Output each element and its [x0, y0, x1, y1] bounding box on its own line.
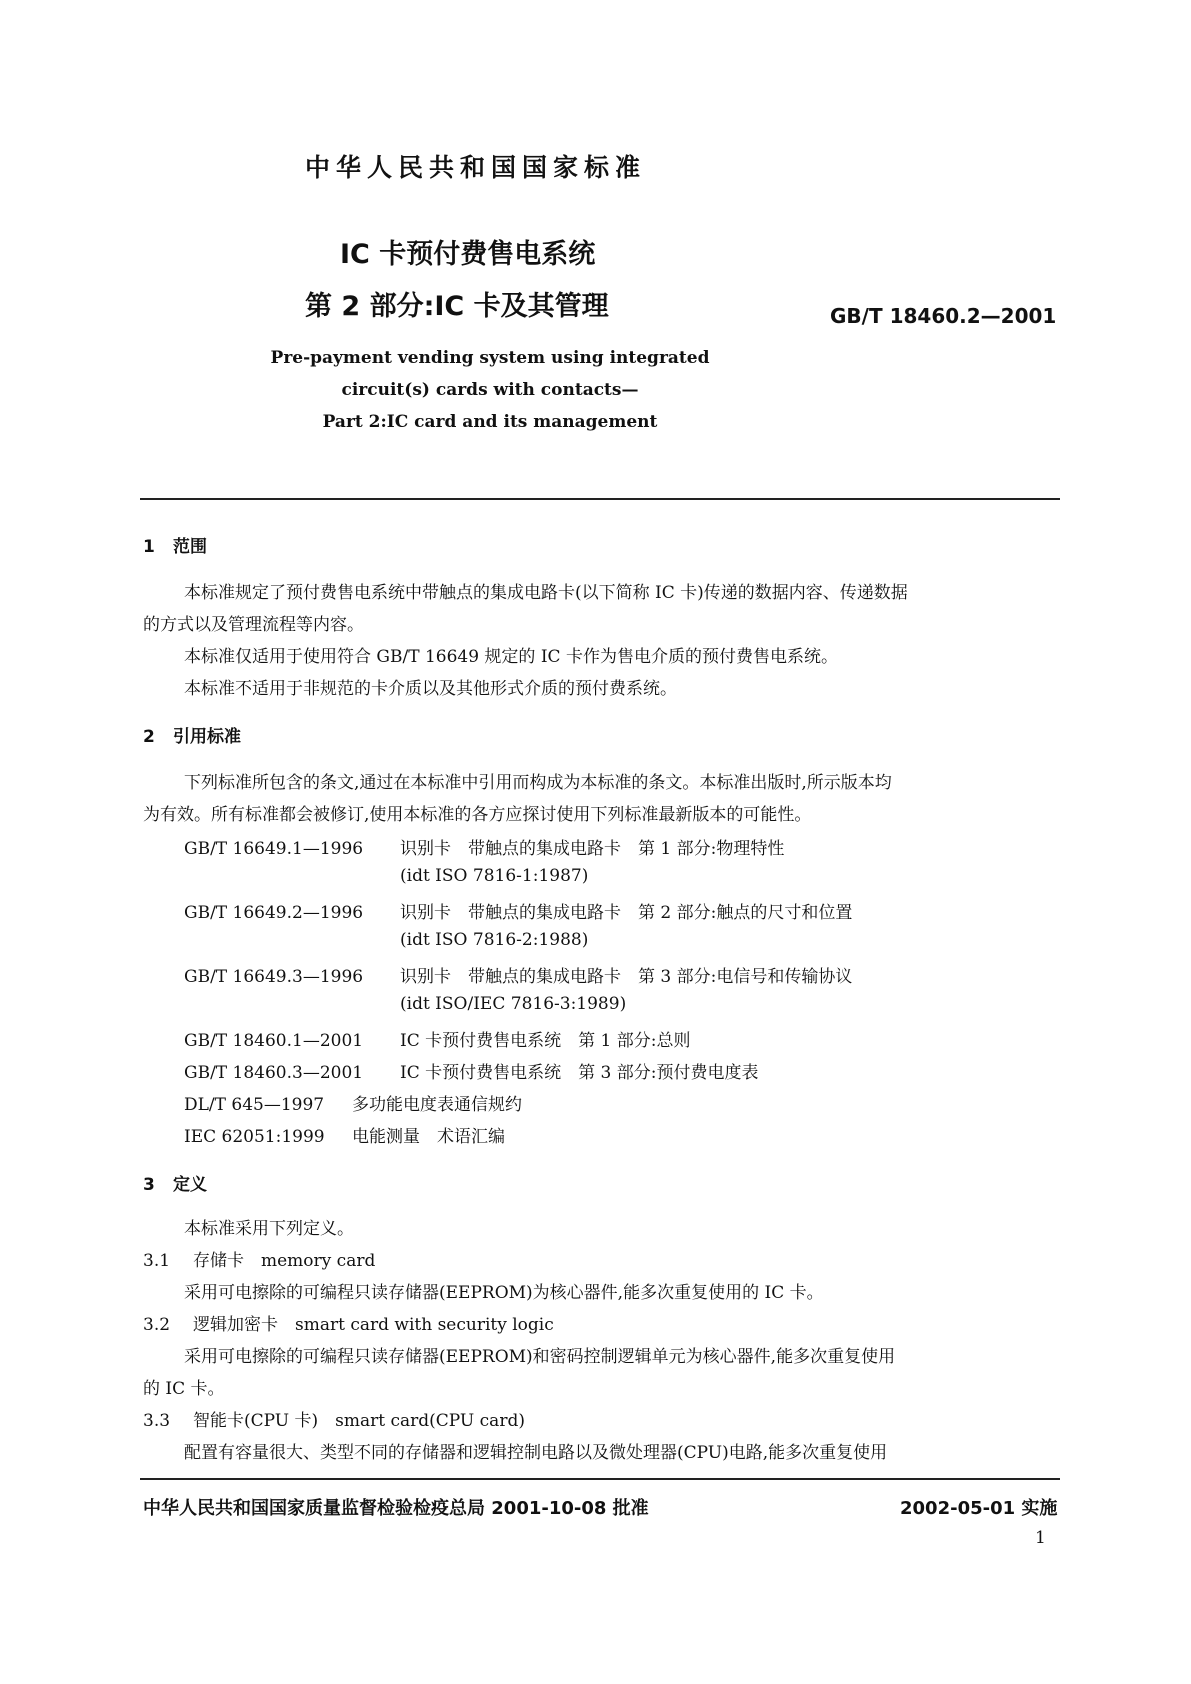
reference-title: 多功能电度表通信规约: [352, 1095, 522, 1115]
reference-1-idt: (idt ISO 7816-1:1987): [400, 866, 589, 886]
reference-title: IC 卡预付费售电系统 第 1 部分:总则: [400, 1031, 691, 1051]
header-divider: [140, 498, 1060, 500]
national-standard-heading: 中华人民共和国国家标准: [305, 153, 647, 182]
title-line-2: 第 2 部分:IC 卡及其管理: [305, 291, 609, 322]
standard-number: GB/T 18460.2—2001: [830, 304, 1057, 328]
reference-3-idt: (idt ISO/IEC 7816-3:1989): [400, 994, 627, 1014]
approval-statement: 中华人民共和国国家质量监督检验检疫总局 2001-10-08 批准: [143, 1498, 649, 1519]
section-1-para-1-line-1: 本标准规定了预付费售电系统中带触点的集成电路卡(以下简称 IC 卡)传递的数据内容、传递数据: [184, 583, 908, 603]
definition-number: 3.1: [143, 1251, 171, 1271]
reference-title: 识别卡 带触点的集成电路卡 第 3 部分:电信号和传输协议: [400, 967, 853, 987]
implementation-date: 2002-05-01 实施: [900, 1498, 1058, 1519]
reference-code: IEC 62051:1999: [184, 1127, 325, 1147]
reference-code: GB/T 16649.2—1996: [184, 903, 364, 923]
reference-6: [184, 1090, 522, 1115]
definition-term: 智能卡(CPU 卡) smart card(CPU card): [193, 1411, 525, 1431]
definition-3-1-text: 采用可电擦除的可编程只读存储器(EEPROM)为核心器件,能多次重复使用的 IC 卡。: [184, 1283, 824, 1303]
reference-title: IC 卡预付费售电系统 第 3 部分:预付费电度表: [400, 1063, 759, 1083]
reference-5: [184, 1058, 758, 1083]
section-3-intro: 本标准采用下列定义。: [184, 1219, 354, 1239]
definition-3-2-text-line-2: 的 IC 卡。: [143, 1379, 225, 1399]
reference-1: [184, 834, 784, 859]
english-title-line-3: Part 2:IC card and its management: [322, 412, 658, 432]
page-number: 1: [1035, 1528, 1046, 1548]
section-1-heading: [143, 532, 207, 557]
section-2-heading: [143, 722, 241, 747]
section-3-number: 3: [143, 1175, 155, 1195]
definition-3-3-heading: [143, 1406, 525, 1436]
section-2-para-1-line-1: 下列标准所包含的条文,通过在本标准中引用而构成为本标准的条文。本标准出版时,所示版本均: [184, 773, 892, 793]
footer-divider: [140, 1478, 1060, 1480]
definition-number: 3.3: [143, 1411, 171, 1431]
reference-code: GB/T 16649.3—1996: [184, 967, 364, 987]
english-title-line-1: Pre-payment vending system using integrated: [270, 348, 710, 368]
reference-title: 识别卡 带触点的集成电路卡 第 2 部分:触点的尺寸和位置: [400, 903, 853, 923]
english-title-line-2: circuit(s) cards with contacts—: [341, 380, 639, 400]
section-1-title: 范围: [173, 537, 207, 557]
definition-term: 逻辑加密卡 smart card with security logic: [193, 1315, 554, 1335]
reference-2: [184, 898, 852, 923]
reference-7: [184, 1122, 505, 1147]
section-1-para-1-line-2: 的方式以及管理流程等内容。: [143, 615, 364, 635]
reference-2-idt: (idt ISO 7816-2:1988): [400, 930, 589, 950]
definition-number: 3.2: [143, 1315, 171, 1335]
reference-title: 电能测量 术语汇编: [352, 1127, 505, 1147]
section-1-para-2: 本标准仅适用于使用符合 GB/T 16649 规定的 IC 卡作为售电介质的预付费售电系统。: [184, 647, 838, 667]
reference-code: DL/T 645—1997: [184, 1095, 325, 1115]
definition-3-1-heading: [143, 1246, 375, 1276]
section-2-para-1-line-2: 为有效。所有标准都会被修订,使用本标准的各方应探讨使用下列标准最新版本的可能性。: [143, 805, 812, 825]
definition-term: 存储卡 memory card: [193, 1251, 376, 1271]
section-2-title: 引用标准: [173, 727, 241, 747]
reference-3: [184, 962, 852, 987]
definition-3-3-text-line-1: 配置有容量很大、类型不同的存储器和逻辑控制电路以及微处理器(CPU)电路,能多次重复使用: [184, 1443, 888, 1463]
section-1-para-3: 本标准不适用于非规范的卡介质以及其他形式介质的预付费系统。: [184, 679, 677, 699]
title-line-1: IC 卡预付费售电系统: [340, 239, 596, 270]
definition-3-2-heading: [143, 1310, 554, 1340]
reference-code: GB/T 16649.1—1996: [184, 839, 364, 859]
section-1-number: 1: [143, 537, 155, 557]
reference-code: GB/T 18460.3—2001: [184, 1063, 364, 1083]
reference-title: 识别卡 带触点的集成电路卡 第 1 部分:物理特性: [400, 839, 785, 859]
section-3-title: 定义: [173, 1175, 207, 1195]
reference-code: GB/T 18460.1—2001: [184, 1031, 364, 1051]
section-2-number: 2: [143, 727, 155, 747]
definition-3-2-text-line-1: 采用可电擦除的可编程只读存储器(EEPROM)和密码控制逻辑单元为核心器件,能多次重复使用: [184, 1347, 896, 1367]
reference-4: [184, 1026, 690, 1051]
section-3-heading: [143, 1170, 207, 1195]
